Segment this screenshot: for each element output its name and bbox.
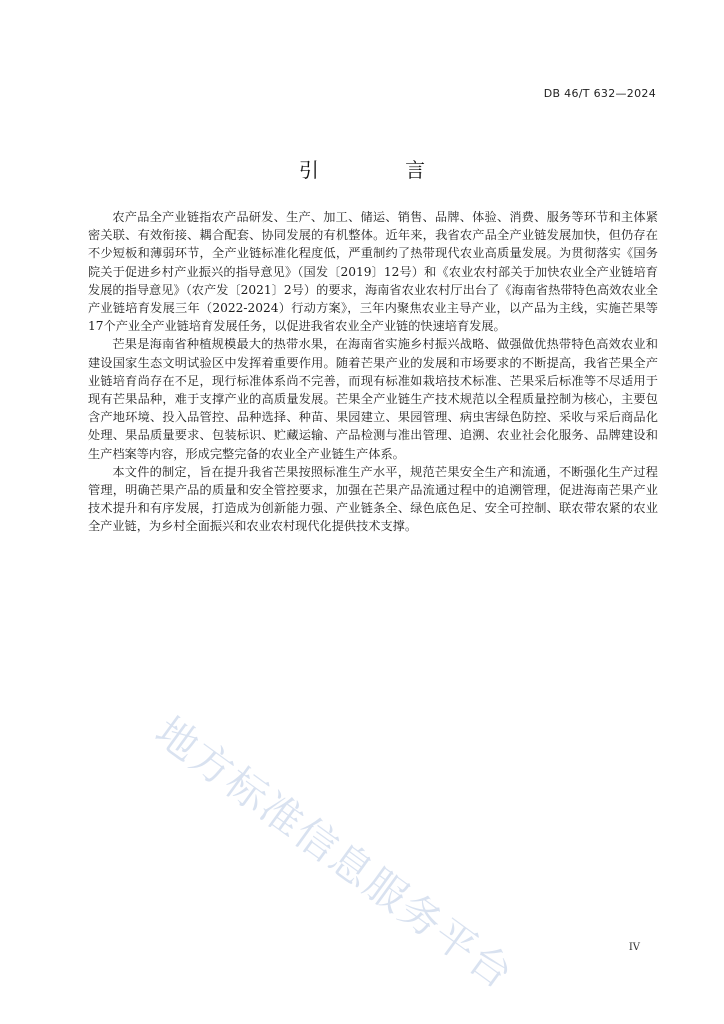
page-title: 引 言 <box>298 158 466 182</box>
document-code: DB 46/T 632—2024 <box>543 87 656 100</box>
introduction-body <box>88 208 658 536</box>
page-number: IV <box>628 942 640 953</box>
watermark: 地方标准信息服务平台 <box>146 707 523 999</box>
paragraph-2: 芒果是海南省种植规模最大的热带水果，在海南省实施乡村振兴战略、做强做优热带特色高效农业和建设国家生态文明试验区中发挥着重要作用。随着芒果产业的发展和市场要求的不断提高，我省芒果全产业链培育尚存在不足，现行标准体系尚不完善，而现有标准如栽培技术标准、芒果采后标准等不尽适用于现有芒果品种，难于支撑产业的高质量发展。芒果全产业链生产技术规范以全程质量控制为核心，主要包含产地环境、投入品管控、品种选择、种苗、果园建立、果园管理、病虫害绿色防控、采收与采后商品化处理、果品质量要求、包装标识、贮藏运输、产品检测与准出管理、追溯、农业社会化服务、品牌建设和生产档案等内容，形成完整完备的农业全产业链生产体系。 <box>88 337 658 461</box>
paragraph-1: 农产品全产业链指农产品研发、生产、加工、储运、销售、品牌、体验、消费、服务等环节和主体紧密关联、有效衔接、耦合配套、协同发展的有机整体。近年来，我省农产品全产业链发展加快，但仍存在不少短板和薄弱环节，全产业链标准化程度低，严重制约了热带现代农业高质量发展。为贯彻落实《国务院关于促进乡村产业振兴的指导意见》（国发〔2019〕12号）和《农业农村部关于加快农业全产业链培育发展的指导意见》（农产发〔2021〕2号）的要求，海南省农业农村厅出台了《海南省热带特色高效农业全产业链培育发展三年（2022-2024）行动方案》，三年内聚焦农业主导产业，以产品为主线，实施芒果等17个产业全产业链培育发展任务，以促进我省农业全产业链的快速培育发展。 <box>88 210 658 334</box>
paragraph-3: 本文件的制定，旨在提升我省芒果按照标准生产水平，规范芒果安全生产和流通，不断强化生产过程管理，明确芒果产品的质量和安全管控要求，加强在芒果产品流通过程中的追溯管理，促进海南芒果产业技术提升和有序发展，打造成为创新能力强、产业链条全、绿色底色足、安全可控制、联农带农紧的农业全产业链，为乡村全面振兴和农业农村现代化提供技术支撑。 <box>88 464 658 534</box>
